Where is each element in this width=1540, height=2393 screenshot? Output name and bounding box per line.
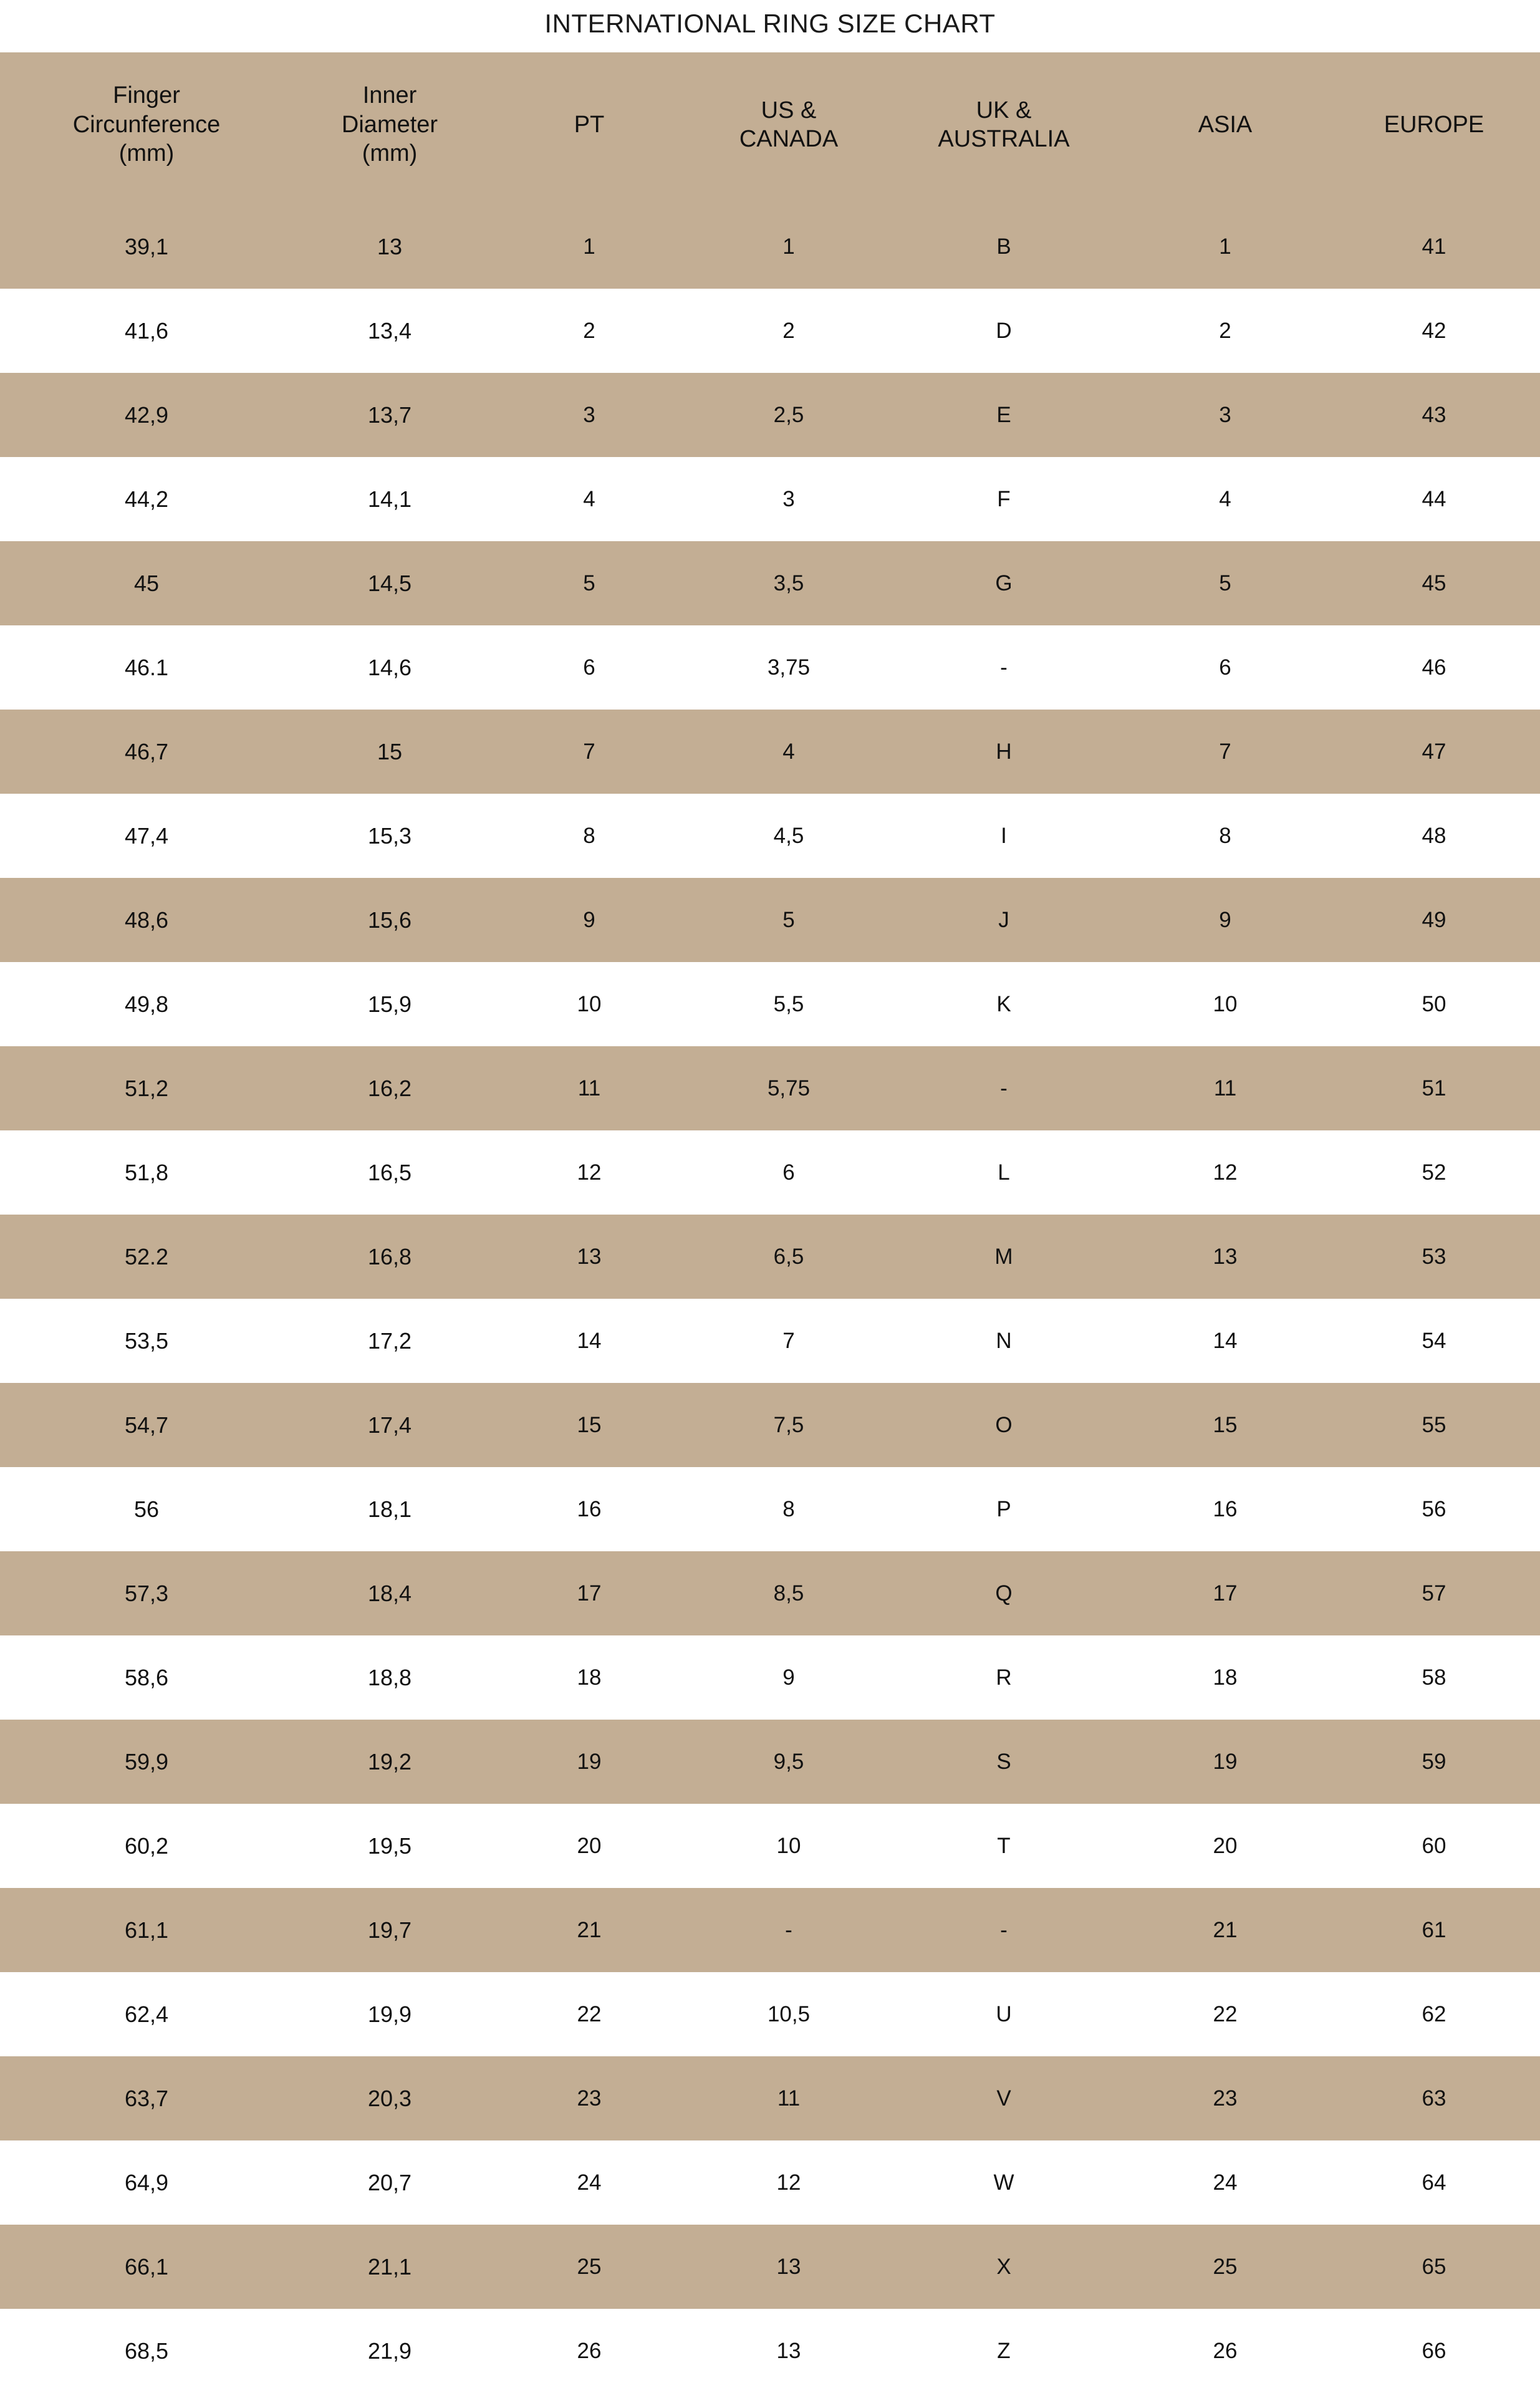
- cell-inner-diameter: 16,8: [293, 1215, 486, 1299]
- cell-asia: 24: [1122, 2140, 1328, 2225]
- cell-asia: 20: [1122, 1804, 1328, 1888]
- cell-asia: 17: [1122, 1551, 1328, 1635]
- cell-us-canada: 13: [692, 2309, 885, 2393]
- column-header-pt: [486, 52, 692, 205]
- table-row: [0, 1467, 1540, 1551]
- table-row: [0, 1720, 1540, 1804]
- cell-europe: 44: [1328, 457, 1540, 541]
- cell-uk-australia: B: [885, 205, 1122, 289]
- cell-europe: 48: [1328, 794, 1540, 878]
- cell-us-canada: -: [692, 1888, 885, 1972]
- cell-finger-circumference: 48,6: [0, 878, 293, 962]
- cell-pt: 21: [486, 1888, 692, 1972]
- cell-uk-australia: N: [885, 1299, 1122, 1383]
- cell-uk-australia: P: [885, 1467, 1122, 1551]
- cell-finger-circumference: 52.2: [0, 1215, 293, 1299]
- cell-inner-diameter: 18,1: [293, 1467, 486, 1551]
- cell-asia: 2: [1122, 289, 1328, 373]
- cell-inner-diameter: 19,2: [293, 1720, 486, 1804]
- cell-europe: 50: [1328, 962, 1540, 1046]
- table-row: [0, 625, 1540, 710]
- cell-uk-australia: K: [885, 962, 1122, 1046]
- table-row: [0, 2225, 1540, 2309]
- cell-europe: 43: [1328, 373, 1540, 457]
- table-row: [0, 541, 1540, 625]
- cell-finger-circumference: 58,6: [0, 1635, 293, 1720]
- cell-us-canada: 6,5: [692, 1215, 885, 1299]
- cell-finger-circumference: 47,4: [0, 794, 293, 878]
- table-row: [0, 962, 1540, 1046]
- cell-inner-diameter: 15: [293, 710, 486, 794]
- cell-uk-australia: -: [885, 1888, 1122, 1972]
- cell-uk-australia: G: [885, 541, 1122, 625]
- header-line: Finger: [113, 82, 180, 109]
- table-row: [0, 373, 1540, 457]
- table-row: [0, 878, 1540, 962]
- cell-uk-australia: T: [885, 1804, 1122, 1888]
- cell-us-canada: 8: [692, 1467, 885, 1551]
- cell-pt: 2: [486, 289, 692, 373]
- cell-europe: 51: [1328, 1046, 1540, 1130]
- cell-uk-australia: L: [885, 1130, 1122, 1215]
- table-row: [0, 1635, 1540, 1720]
- cell-europe: 54: [1328, 1299, 1540, 1383]
- cell-us-canada: 9,5: [692, 1720, 885, 1804]
- table-row: [0, 1972, 1540, 2056]
- cell-inner-diameter: 15,9: [293, 962, 486, 1046]
- cell-asia: 15: [1122, 1383, 1328, 1467]
- header-line: AUSTRALIA: [938, 126, 1070, 152]
- column-header-finger-circumference: [0, 52, 293, 205]
- cell-asia: 4: [1122, 457, 1328, 541]
- cell-europe: 64: [1328, 2140, 1540, 2225]
- cell-us-canada: 1: [692, 205, 885, 289]
- cell-finger-circumference: 64,9: [0, 2140, 293, 2225]
- ring-size-table: [0, 52, 1540, 2393]
- column-header-asia: [1122, 52, 1328, 205]
- cell-us-canada: 4,5: [692, 794, 885, 878]
- header-line: US &: [761, 97, 817, 123]
- table-row: [0, 457, 1540, 541]
- cell-pt: 6: [486, 625, 692, 710]
- cell-asia: 14: [1122, 1299, 1328, 1383]
- cell-europe: 46: [1328, 625, 1540, 710]
- cell-inner-diameter: 13: [293, 205, 486, 289]
- cell-asia: 19: [1122, 1720, 1328, 1804]
- table-row: [0, 2309, 1540, 2393]
- cell-finger-circumference: 45: [0, 541, 293, 625]
- cell-finger-circumference: 46,7: [0, 710, 293, 794]
- cell-us-canada: 5,75: [692, 1046, 885, 1130]
- cell-us-canada: 8,5: [692, 1551, 885, 1635]
- cell-europe: 63: [1328, 2056, 1540, 2140]
- cell-asia: 16: [1122, 1467, 1328, 1551]
- cell-finger-circumference: 39,1: [0, 205, 293, 289]
- cell-pt: 13: [486, 1215, 692, 1299]
- cell-pt: 11: [486, 1046, 692, 1130]
- cell-finger-circumference: 66,1: [0, 2225, 293, 2309]
- table-row: [0, 2140, 1540, 2225]
- cell-europe: 42: [1328, 289, 1540, 373]
- cell-uk-australia: Q: [885, 1551, 1122, 1635]
- cell-us-canada: 13: [692, 2225, 885, 2309]
- cell-pt: 23: [486, 2056, 692, 2140]
- cell-us-canada: 7,5: [692, 1383, 885, 1467]
- cell-europe: 58: [1328, 1635, 1540, 1720]
- cell-finger-circumference: 51,2: [0, 1046, 293, 1130]
- cell-europe: 66: [1328, 2309, 1540, 2393]
- cell-pt: 1: [486, 205, 692, 289]
- cell-uk-australia: W: [885, 2140, 1122, 2225]
- cell-europe: 61: [1328, 1888, 1540, 1972]
- cell-inner-diameter: 20,3: [293, 2056, 486, 2140]
- cell-us-canada: 11: [692, 2056, 885, 2140]
- cell-europe: 59: [1328, 1720, 1540, 1804]
- cell-asia: 9: [1122, 878, 1328, 962]
- cell-finger-circumference: 49,8: [0, 962, 293, 1046]
- cell-inner-diameter: 15,3: [293, 794, 486, 878]
- cell-us-canada: 10: [692, 1804, 885, 1888]
- cell-uk-australia: S: [885, 1720, 1122, 1804]
- cell-uk-australia: F: [885, 457, 1122, 541]
- table-row: [0, 205, 1540, 289]
- cell-finger-circumference: 68,5: [0, 2309, 293, 2393]
- cell-asia: 22: [1122, 1972, 1328, 2056]
- cell-pt: 24: [486, 2140, 692, 2225]
- cell-uk-australia: H: [885, 710, 1122, 794]
- cell-asia: 7: [1122, 710, 1328, 794]
- cell-europe: 41: [1328, 205, 1540, 289]
- cell-inner-diameter: 15,6: [293, 878, 486, 962]
- cell-finger-circumference: 53,5: [0, 1299, 293, 1383]
- cell-finger-circumference: 44,2: [0, 457, 293, 541]
- cell-europe: 55: [1328, 1383, 1540, 1467]
- cell-pt: 25: [486, 2225, 692, 2309]
- cell-uk-australia: D: [885, 289, 1122, 373]
- cell-inner-diameter: 20,7: [293, 2140, 486, 2225]
- cell-us-canada: 3,5: [692, 541, 885, 625]
- header-line: Diameter: [341, 111, 438, 138]
- cell-us-canada: 6: [692, 1130, 885, 1215]
- cell-uk-australia: J: [885, 878, 1122, 962]
- cell-inner-diameter: 18,8: [293, 1635, 486, 1720]
- cell-inner-diameter: 19,5: [293, 1804, 486, 1888]
- header-line: Inner: [362, 82, 417, 109]
- cell-inner-diameter: 17,2: [293, 1299, 486, 1383]
- table-header: [0, 52, 1540, 205]
- cell-asia: 1: [1122, 205, 1328, 289]
- table-row: [0, 1551, 1540, 1635]
- cell-uk-australia: -: [885, 1046, 1122, 1130]
- cell-europe: 53: [1328, 1215, 1540, 1299]
- cell-asia: 18: [1122, 1635, 1328, 1720]
- cell-us-canada: 3,75: [692, 625, 885, 710]
- cell-europe: 57: [1328, 1551, 1540, 1635]
- cell-uk-australia: O: [885, 1383, 1122, 1467]
- cell-pt: 19: [486, 1720, 692, 1804]
- table-row: [0, 1383, 1540, 1467]
- header-line: ASIA: [1198, 111, 1253, 138]
- cell-inner-diameter: 16,2: [293, 1046, 486, 1130]
- cell-pt: 7: [486, 710, 692, 794]
- cell-asia: 21: [1122, 1888, 1328, 1972]
- cell-us-canada: 5,5: [692, 962, 885, 1046]
- cell-inner-diameter: 21,9: [293, 2309, 486, 2393]
- header-line: PT: [574, 111, 605, 138]
- cell-uk-australia: -: [885, 625, 1122, 710]
- cell-asia: 6: [1122, 625, 1328, 710]
- cell-finger-circumference: 59,9: [0, 1720, 293, 1804]
- cell-pt: 17: [486, 1551, 692, 1635]
- table-row: [0, 1888, 1540, 1972]
- cell-pt: 16: [486, 1467, 692, 1551]
- table-row: [0, 1804, 1540, 1888]
- table-header-row: [0, 52, 1540, 205]
- column-header-us-canada: [692, 52, 885, 205]
- table-row: [0, 1299, 1540, 1383]
- cell-europe: 52: [1328, 1130, 1540, 1215]
- cell-finger-circumference: 41,6: [0, 289, 293, 373]
- cell-pt: 18: [486, 1635, 692, 1720]
- cell-asia: 8: [1122, 794, 1328, 878]
- cell-europe: 45: [1328, 541, 1540, 625]
- cell-finger-circumference: 54,7: [0, 1383, 293, 1467]
- column-header-europe: [1328, 52, 1540, 205]
- cell-asia: 26: [1122, 2309, 1328, 2393]
- cell-pt: 5: [486, 541, 692, 625]
- table-body: [0, 205, 1540, 2393]
- header-line: (mm): [362, 140, 418, 167]
- header-line: (mm): [118, 140, 175, 167]
- cell-pt: 20: [486, 1804, 692, 1888]
- cell-pt: 26: [486, 2309, 692, 2393]
- cell-pt: 14: [486, 1299, 692, 1383]
- cell-finger-circumference: 46.1: [0, 625, 293, 710]
- cell-finger-circumference: 63,7: [0, 2056, 293, 2140]
- cell-inner-diameter: 13,4: [293, 289, 486, 373]
- cell-pt: 3: [486, 373, 692, 457]
- cell-us-canada: 2,5: [692, 373, 885, 457]
- cell-inner-diameter: 14,6: [293, 625, 486, 710]
- cell-uk-australia: M: [885, 1215, 1122, 1299]
- cell-inner-diameter: 19,7: [293, 1888, 486, 1972]
- table-row: [0, 289, 1540, 373]
- cell-uk-australia: X: [885, 2225, 1122, 2309]
- cell-inner-diameter: 14,1: [293, 457, 486, 541]
- cell-us-canada: 12: [692, 2140, 885, 2225]
- cell-finger-circumference: 61,1: [0, 1888, 293, 1972]
- cell-uk-australia: Z: [885, 2309, 1122, 2393]
- cell-us-canada: 5: [692, 878, 885, 962]
- cell-inner-diameter: 16,5: [293, 1130, 486, 1215]
- cell-uk-australia: I: [885, 794, 1122, 878]
- cell-uk-australia: R: [885, 1635, 1122, 1720]
- cell-pt: 8: [486, 794, 692, 878]
- table-row: [0, 1046, 1540, 1130]
- header-line: EUROPE: [1384, 111, 1485, 138]
- cell-finger-circumference: 57,3: [0, 1551, 293, 1635]
- column-header-inner-diameter: [293, 52, 486, 205]
- cell-finger-circumference: 56: [0, 1467, 293, 1551]
- cell-us-canada: 4: [692, 710, 885, 794]
- cell-pt: 15: [486, 1383, 692, 1467]
- table-row: [0, 710, 1540, 794]
- cell-europe: 62: [1328, 1972, 1540, 2056]
- header-line: UK &: [976, 97, 1032, 123]
- cell-uk-australia: V: [885, 2056, 1122, 2140]
- cell-asia: 12: [1122, 1130, 1328, 1215]
- cell-europe: 49: [1328, 878, 1540, 962]
- cell-asia: 5: [1122, 541, 1328, 625]
- cell-finger-circumference: 62,4: [0, 1972, 293, 2056]
- cell-asia: 25: [1122, 2225, 1328, 2309]
- cell-pt: 12: [486, 1130, 692, 1215]
- page-title: INTERNATIONAL RING SIZE CHART: [544, 9, 996, 38]
- cell-europe: 47: [1328, 710, 1540, 794]
- cell-inner-diameter: 18,4: [293, 1551, 486, 1635]
- cell-inner-diameter: 17,4: [293, 1383, 486, 1467]
- cell-inner-diameter: 14,5: [293, 541, 486, 625]
- table-row: [0, 1215, 1540, 1299]
- cell-us-canada: 10,5: [692, 1972, 885, 2056]
- cell-pt: 4: [486, 457, 692, 541]
- cell-europe: 65: [1328, 2225, 1540, 2309]
- cell-finger-circumference: 51,8: [0, 1130, 293, 1215]
- cell-asia: 13: [1122, 1215, 1328, 1299]
- table-row: [0, 794, 1540, 878]
- table-row: [0, 1130, 1540, 1215]
- header-line: CANADA: [739, 126, 839, 152]
- cell-asia: 23: [1122, 2056, 1328, 2140]
- cell-us-canada: 7: [692, 1299, 885, 1383]
- cell-us-canada: 9: [692, 1635, 885, 1720]
- cell-inner-diameter: 21,1: [293, 2225, 486, 2309]
- cell-pt: 10: [486, 962, 692, 1046]
- cell-asia: 11: [1122, 1046, 1328, 1130]
- cell-finger-circumference: 60,2: [0, 1804, 293, 1888]
- cell-inner-diameter: 13,7: [293, 373, 486, 457]
- cell-uk-australia: E: [885, 373, 1122, 457]
- cell-inner-diameter: 19,9: [293, 1972, 486, 2056]
- cell-uk-australia: U: [885, 1972, 1122, 2056]
- cell-pt: 9: [486, 878, 692, 962]
- header-line: Circunference: [72, 111, 221, 138]
- cell-finger-circumference: 42,9: [0, 373, 293, 457]
- cell-europe: 60: [1328, 1804, 1540, 1888]
- cell-asia: 3: [1122, 373, 1328, 457]
- cell-europe: 56: [1328, 1467, 1540, 1551]
- cell-asia: 10: [1122, 962, 1328, 1046]
- table-row: [0, 2056, 1540, 2140]
- column-header-uk-australia: [885, 52, 1122, 205]
- cell-us-canada: 3: [692, 457, 885, 541]
- cell-us-canada: 2: [692, 289, 885, 373]
- cell-pt: 22: [486, 1972, 692, 2056]
